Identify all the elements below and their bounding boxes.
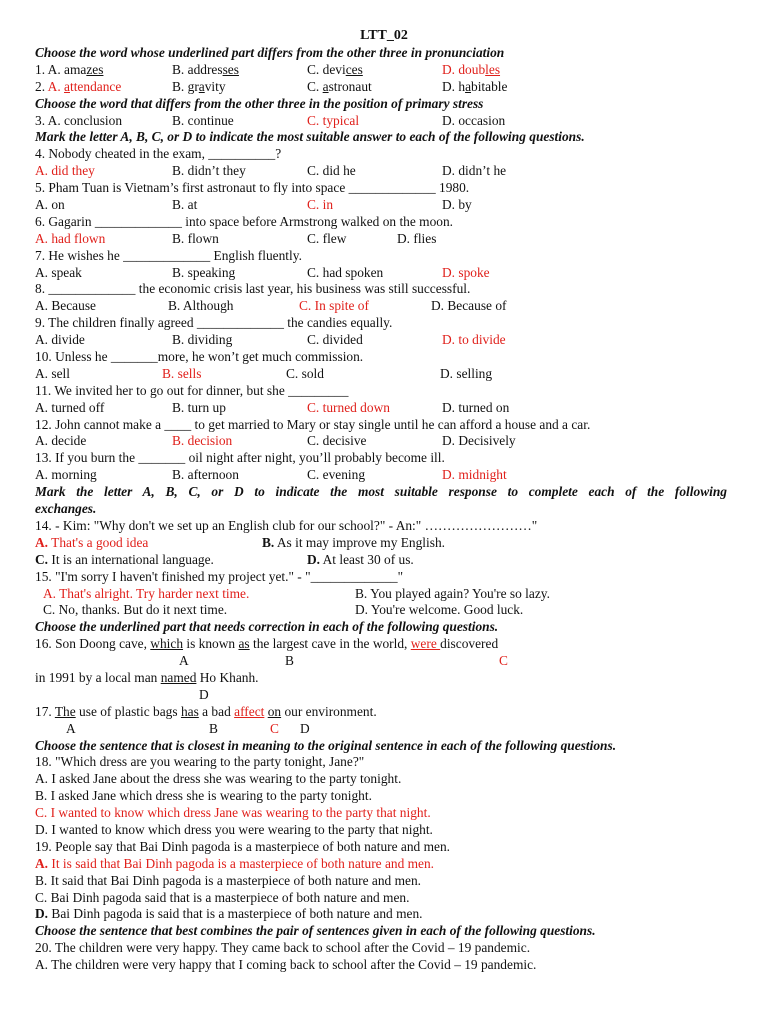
- question-19-stem: 19. People say that Bai Dinh pagoda is a masterpiece of both nature and men.: [35, 838, 450, 854]
- option-c: C. in: [307, 197, 334, 213]
- option-c: C. turned down: [307, 399, 390, 415]
- question-19-option-c: C. Bai Dinh pagoda said that is a masterpiece of both nature and men.: [35, 889, 410, 905]
- label-a: A: [179, 653, 189, 669]
- question-15-stem: 15. "I'm sorry I haven't finished my project yet." - "_____________": [35, 568, 404, 584]
- option-b: B. flown: [172, 230, 219, 246]
- option-a: 1. A. amazes: [35, 61, 104, 77]
- option-c: C. evening: [307, 467, 366, 483]
- section-heading: Choose the sentence that is closest in meaning to the original sentence in each of the following questions.: [35, 737, 617, 753]
- section-heading: Mark the letter A, B, C, or D to indicate the most suitable answer to each of the following questions.: [35, 129, 585, 145]
- question-19-option-a: A. It is said that Bai Dinh pagoda is a masterpiece of both nature and men.: [35, 855, 435, 871]
- option-b: B. continue: [172, 112, 234, 128]
- section-heading-cont: exchanges.: [35, 501, 97, 517]
- option-d: D. flies: [397, 230, 437, 246]
- option-c: C. did he: [307, 163, 356, 179]
- option-c: C. sold: [286, 365, 324, 381]
- question-17-line: 17. The use of plastic bags has a bad affect on our environment.: [35, 703, 377, 719]
- option-b: B. As it may improve my English.: [262, 534, 446, 550]
- option-c: C. devices: [307, 61, 363, 77]
- question-7-options: [0, 265, 768, 282]
- question-18-option-c: C. I wanted to know which dress Jane was wearing to the party that night.: [35, 805, 431, 821]
- label-c: C: [499, 653, 508, 669]
- question-7-stem: 7. He wishes he _____________ English fluently.: [35, 247, 302, 263]
- section-heading: Choose the sentence that best combines the pair of sentences given in each of the following questions.: [35, 923, 596, 939]
- question-14-options-cd: [0, 552, 768, 569]
- question-15-options-ab: [0, 586, 768, 603]
- section-heading: Choose the word that differs from the other three in the position of primary stress: [35, 95, 484, 111]
- option-c: C. No, thanks. But do it next time.: [43, 602, 228, 618]
- question-13-options: [0, 467, 768, 484]
- question-18-option-d: D. I wanted to know which dress you were wearing to the party that night.: [35, 821, 433, 837]
- option-d: D. doubles: [442, 61, 501, 77]
- option-b: B. afternoon: [172, 467, 239, 483]
- option-c: C. had spoken: [307, 264, 384, 280]
- question-16-letters-d: [0, 687, 768, 704]
- question-6-options: [0, 231, 768, 248]
- option-a: A. sell: [35, 365, 70, 381]
- label-c: C: [270, 720, 279, 736]
- option-c: C. In spite of: [299, 298, 369, 314]
- question-14-options-ab: [0, 535, 768, 552]
- question-14-stem: 14. - Kim: "Why don't we set up an English club for our school?" - An:" ……………………": [35, 517, 538, 533]
- question-18-option-b: B. I asked Jane which dress she is wearing to the party tonight.: [35, 788, 372, 804]
- option-b: B. turn up: [172, 399, 226, 415]
- option-c: C. decisive: [307, 433, 367, 449]
- question-4-stem: 4. Nobody cheated in the exam, __________?: [35, 146, 282, 162]
- question-10-stem: 10. Unless he _______more, he won’t get much commission.: [35, 349, 364, 365]
- option-d: D. spoke: [442, 264, 490, 280]
- option-b: B. gravity: [172, 78, 226, 94]
- question-19-option-b: B. It said that Bai Dinh pagoda is a masterpiece of both nature and men.: [35, 872, 421, 888]
- question-16-line2: in 1991 by a local man named Ho Khanh.: [35, 669, 259, 685]
- option-d: D. to divide: [442, 332, 506, 348]
- option-d: D. Decisively: [442, 433, 516, 449]
- option-d: D. Because of: [431, 298, 507, 314]
- option-a: A. had flown: [35, 230, 106, 246]
- question-19-option-d: D. Bai Dinh pagoda is said that is a masterpiece of both nature and men.: [35, 906, 423, 922]
- option-d: D. by: [442, 197, 472, 213]
- question-8-stem: 8. _____________ the economic crisis last year, his business was still successful.: [35, 281, 471, 297]
- question-16-letters: [0, 653, 768, 670]
- option-d: D. turned on: [442, 399, 510, 415]
- question-11-stem: 11. We invited her to go out for dinner, but she _________: [35, 382, 349, 398]
- option-d: D. habitable: [442, 78, 508, 94]
- option-a: A. turned off: [35, 399, 105, 415]
- option-b: B. at: [172, 197, 198, 213]
- option-b: B. decision: [172, 433, 233, 449]
- question-5-options: [0, 197, 768, 214]
- question-12-stem: 12. John cannot make a ____ to get married to Mary or stay single until he can afford a house and a car.: [35, 416, 591, 432]
- option-b: B. dividing: [172, 332, 233, 348]
- question-20-option-a: A. The children were very happy that I coming back to school after the Covid – 19 pandemic.: [35, 957, 537, 973]
- option-a: A. speak: [35, 264, 82, 280]
- option-b: B. didn’t they: [172, 163, 246, 179]
- question-3-options: [0, 113, 768, 130]
- option-c: C. divided: [307, 332, 363, 348]
- label-b: B: [285, 653, 294, 669]
- question-15-options-cd: [0, 602, 768, 619]
- question-10-options: [0, 366, 768, 383]
- question-1-options: [0, 62, 768, 79]
- option-a: A. did they: [35, 163, 95, 179]
- question-2-options: [0, 79, 768, 96]
- label-a: A: [66, 720, 76, 736]
- option-d: D. At least 30 of us.: [307, 551, 414, 567]
- option-a: A. Because: [35, 298, 96, 314]
- label-d: D: [199, 686, 209, 702]
- option-d: D. selling: [440, 365, 493, 381]
- section-heading: Choose the underlined part that needs correction in each of the following questions.: [35, 619, 499, 635]
- option-a: A. morning: [35, 467, 97, 483]
- option-a: 2. A. attendance: [35, 78, 122, 94]
- question-12-options: [0, 433, 768, 450]
- label-d: D: [300, 720, 310, 736]
- question-18-option-a: A. I asked Jane about the dress she was wearing to the party tonight.: [35, 771, 402, 787]
- option-b: B. speaking: [172, 264, 236, 280]
- question-17-letters: [0, 721, 768, 738]
- option-b: B. addresses: [172, 61, 239, 77]
- question-20-stem: 20. The children were very happy. They came back to school after the Covid – 19 pandemic.: [35, 940, 531, 956]
- option-d: D. occasion: [442, 112, 506, 128]
- question-16-line1: 16. Son Doong cave, which is known as the largest cave in the world, were discovered: [35, 636, 499, 652]
- question-8-options: [0, 298, 768, 315]
- question-5-stem: 5. Pham Tuan is Vietnam’s first astronaut to fly into space _____________ 1980.: [35, 180, 470, 196]
- option-d: D. didn’t he: [442, 163, 507, 179]
- option-b: B. Although: [168, 298, 234, 314]
- option-a: A. That's a good idea: [35, 534, 149, 550]
- option-a: A. decide: [35, 433, 87, 449]
- question-13-stem: 13. If you burn the _______ oil night after night, you’ll probably become ill.: [35, 450, 445, 466]
- option-a: A. That's alright. Try harder next time.: [43, 585, 250, 601]
- section-heading: Mark the letter A, B, C, or D to indicate the most suitable response to complete each of the following: [35, 484, 727, 500]
- option-a: 3. A. conclusion: [35, 112, 123, 128]
- option-d: D. midnight: [442, 467, 507, 483]
- option-c: C. astronaut: [307, 78, 372, 94]
- section-heading: Choose the word whose underlined part differs from the other three in pronunciation: [35, 45, 505, 60]
- option-a: A. on: [35, 197, 65, 213]
- question-18-stem: 18. "Which dress are you wearing to the party tonight, Jane?": [35, 754, 365, 770]
- label-b: B: [209, 720, 218, 736]
- question-6-stem: 6. Gagarin _____________ into space before Armstrong walked on the moon.: [35, 213, 453, 229]
- question-9-options: [0, 332, 768, 349]
- option-c: C. typical: [307, 112, 360, 128]
- option-b: B. sells: [162, 365, 202, 381]
- option-c: C. It is an international language.: [35, 551, 214, 567]
- option-a: A. divide: [35, 332, 85, 348]
- option-b: B. You played again? You're so lazy.: [355, 585, 550, 601]
- option-c: C. flew: [307, 230, 347, 246]
- question-9-stem: 9. The children finally agreed _____________ the candies equally.: [35, 315, 393, 331]
- question-11-options: [0, 400, 768, 417]
- page-title: LTT_02: [360, 28, 408, 43]
- question-4-options: [0, 163, 768, 180]
- option-d: D. You're welcome. Good luck.: [355, 602, 524, 618]
